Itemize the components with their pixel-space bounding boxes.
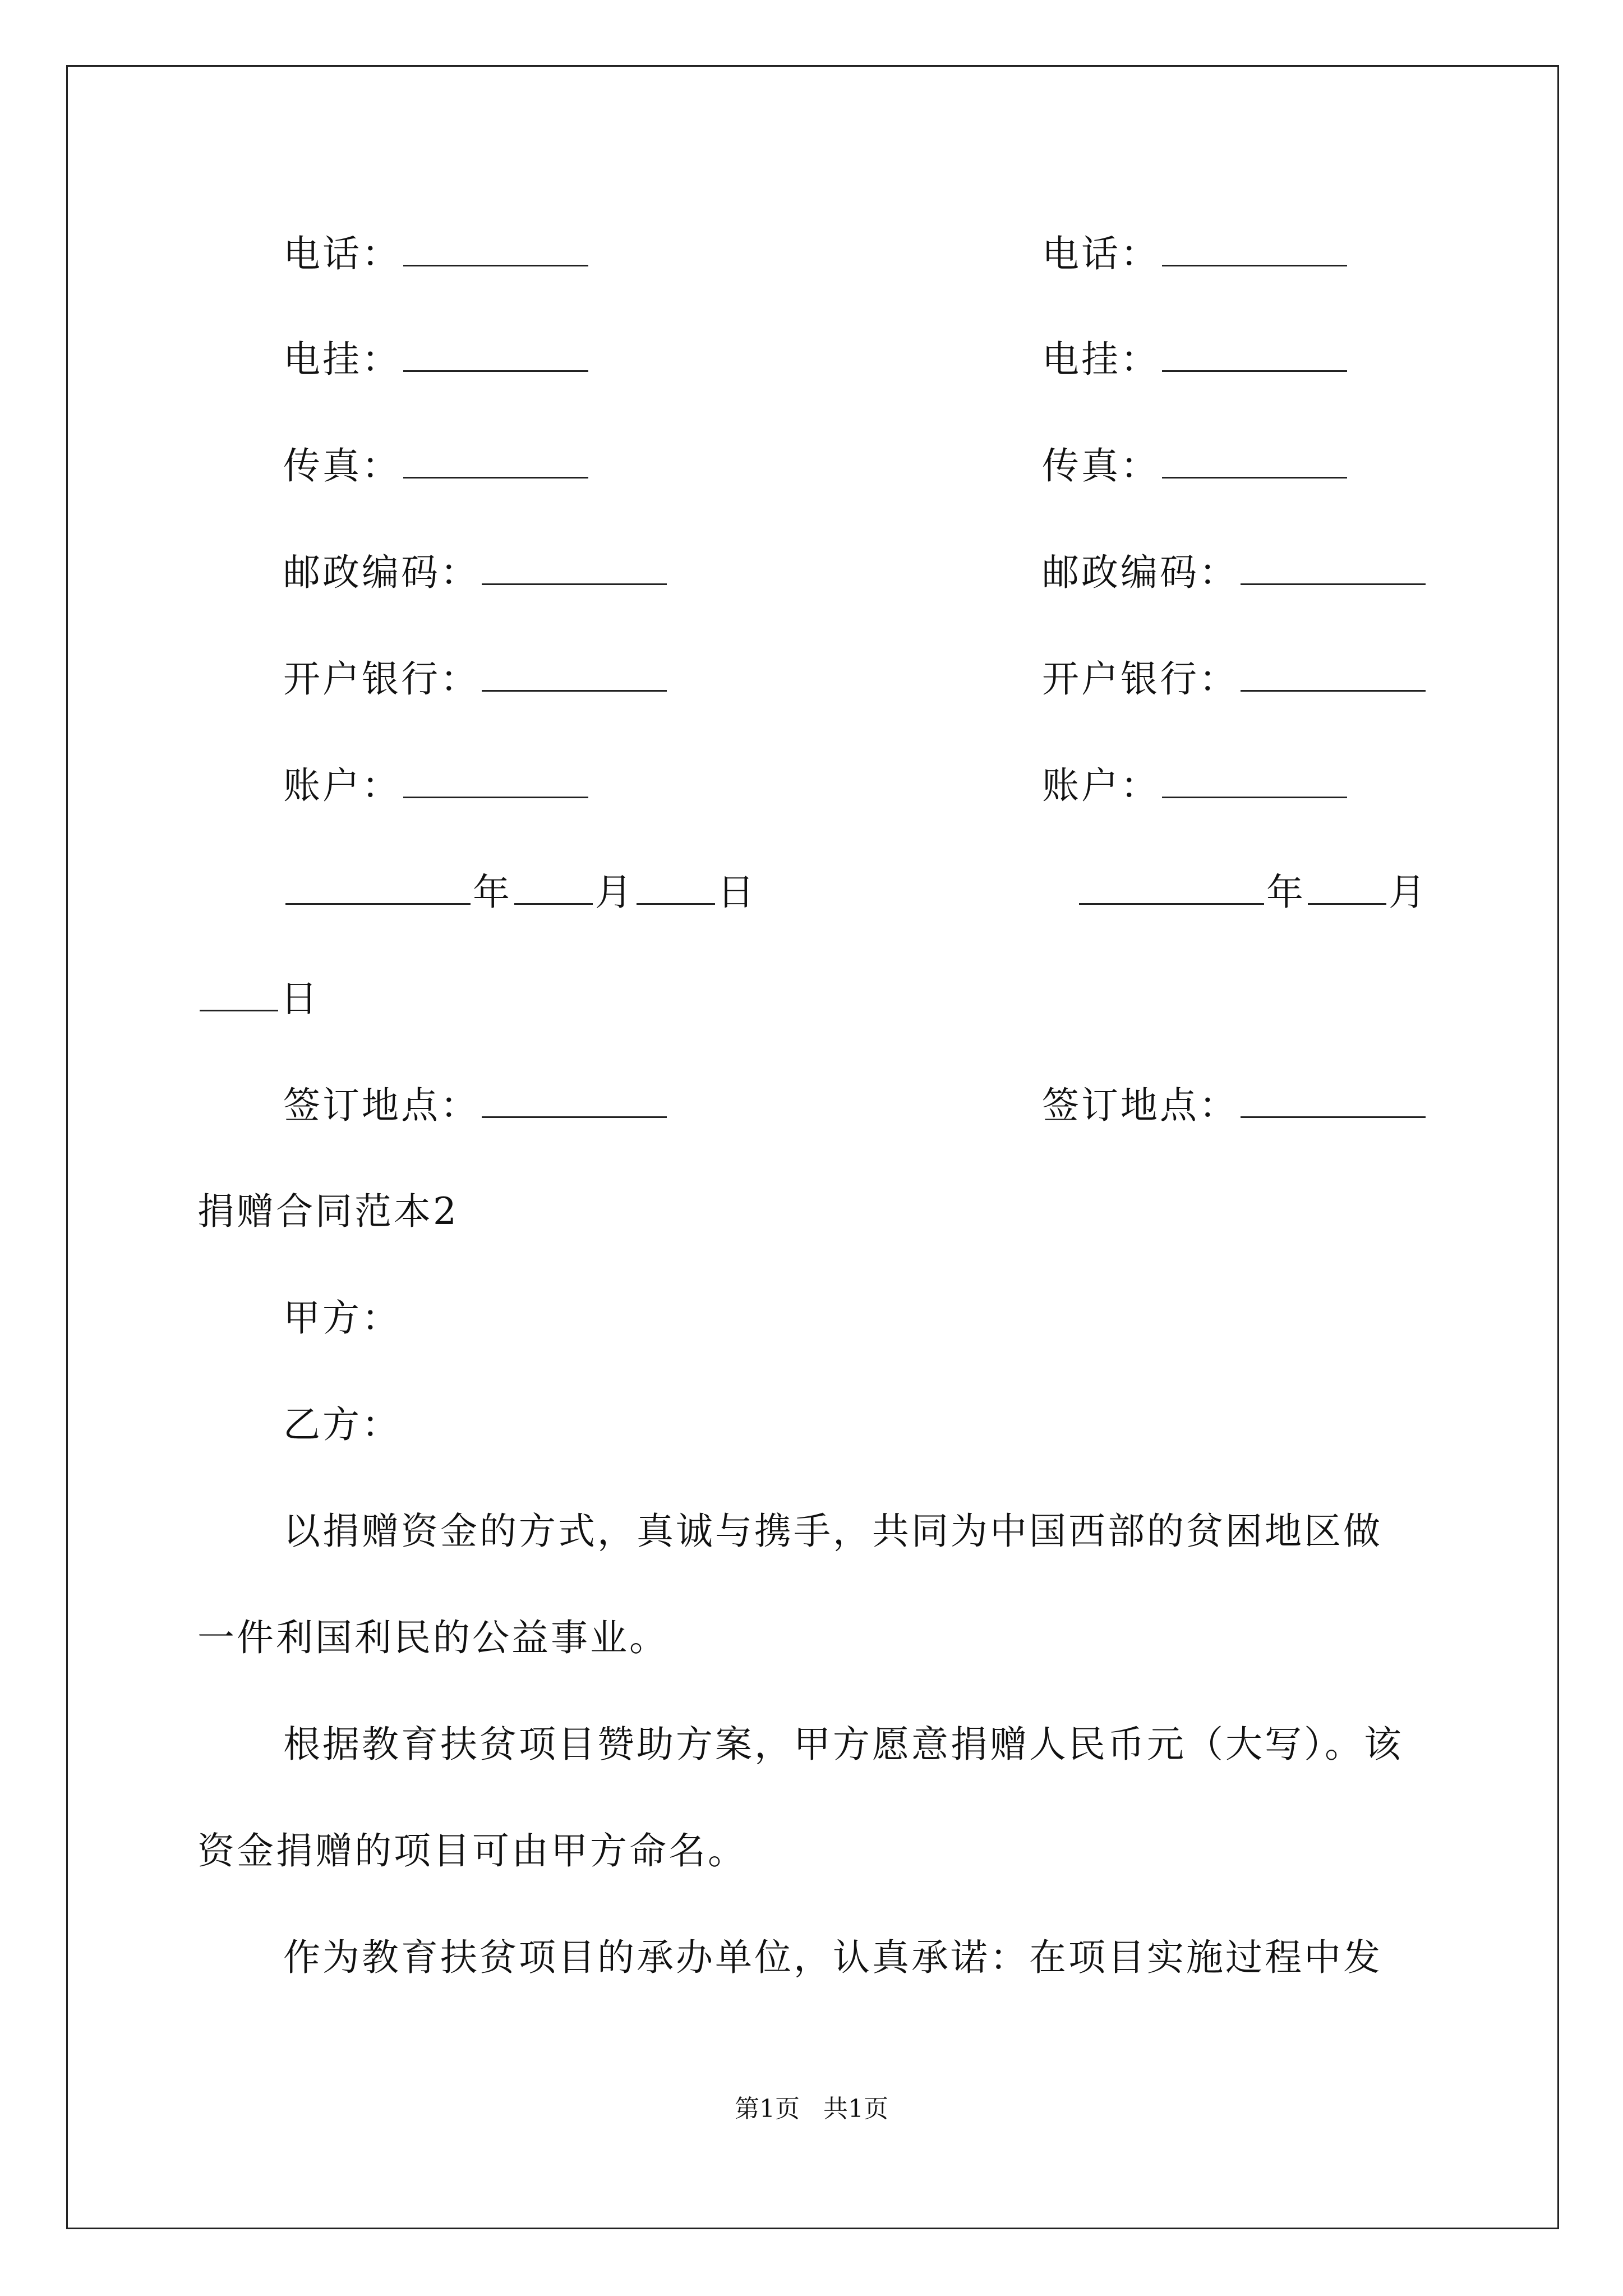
right-bank-blank — [1241, 656, 1426, 692]
right-month-label: 月 — [1389, 871, 1428, 914]
left-postcode-label: 邮政编码： — [283, 551, 479, 594]
right-fax-field — [1042, 443, 1349, 489]
left-day-label: 日 — [717, 871, 757, 914]
right-month-blank — [1308, 869, 1386, 905]
right-phone-blank — [1162, 231, 1347, 266]
right-year-label: 年 — [1266, 871, 1306, 914]
left-place-blank — [482, 1083, 667, 1118]
left-hang-label: 电挂： — [283, 338, 401, 381]
left-hang-blank — [403, 337, 588, 372]
right-hang-field — [1042, 337, 1349, 382]
right-year-blank — [1079, 869, 1264, 905]
left-year-blank — [285, 869, 471, 905]
left-postcode-field — [283, 550, 669, 595]
right-postcode-label: 邮政编码： — [1042, 551, 1238, 594]
right-day-label: 日 — [280, 977, 320, 1020]
left-month-label: 月 — [595, 871, 634, 914]
right-bank-field — [1042, 656, 1428, 702]
left-postcode-blank — [482, 550, 667, 585]
left-account-field — [283, 763, 591, 808]
left-phone-label: 电话： — [283, 232, 401, 275]
page-border — [66, 65, 1559, 2229]
left-date-field — [283, 869, 757, 915]
right-postcode-field — [1042, 550, 1428, 595]
right-phone-label: 电话： — [1042, 232, 1160, 275]
left-year-label: 年 — [473, 871, 512, 914]
right-place-field — [1042, 1083, 1428, 1128]
page-footer: 第1页 共1页 — [735, 2095, 888, 2123]
party-b-label: 乙方： — [283, 1403, 401, 1446]
right-account-label: 账户： — [1042, 764, 1160, 807]
left-phone-field — [283, 231, 591, 277]
left-hang-field — [283, 337, 591, 382]
left-bank-field — [283, 656, 669, 702]
left-phone-blank — [403, 231, 588, 266]
left-fax-label: 传真： — [283, 444, 401, 487]
paragraph-3-line-1: 作为教育扶贫项目的承办单位，认真承诺：在项目实施过程中发 — [283, 1936, 1382, 1979]
section-title: 捐赠合同范本2 — [197, 1190, 459, 1233]
right-hang-blank — [1162, 337, 1347, 372]
paragraph-1-line-2: 一件利国利民的公益事业。 — [197, 1616, 668, 1659]
left-month-blank — [514, 869, 593, 905]
left-account-blank — [403, 763, 588, 798]
right-account-blank — [1162, 763, 1347, 798]
paragraph-1-line-1: 以捐赠资金的方式，真诚与携手，共同为中国西部的贫困地区做 — [283, 1510, 1382, 1553]
paragraph-2-line-2: 资金捐赠的项目可由甲方命名。 — [197, 1829, 747, 1872]
right-fax-label: 传真： — [1042, 444, 1160, 487]
left-place-label: 签订地点： — [283, 1084, 479, 1127]
right-place-blank — [1241, 1083, 1426, 1118]
right-date-field — [1077, 869, 1428, 915]
party-a-label: 甲方： — [283, 1296, 401, 1340]
right-account-field — [1042, 763, 1349, 808]
right-fax-blank — [1162, 443, 1347, 478]
left-fax-field — [283, 443, 591, 489]
left-bank-blank — [482, 656, 667, 692]
left-fax-blank — [403, 443, 588, 478]
right-date-day-wrap — [197, 976, 320, 1022]
left-bank-label: 开户银行： — [283, 657, 479, 701]
right-postcode-blank — [1241, 550, 1426, 585]
left-day-blank — [637, 869, 715, 905]
paragraph-2-line-1: 根据教育扶贫项目赞助方案，甲方愿意捐赠人民币元（大写）。该 — [283, 1723, 1403, 1766]
right-place-label: 签订地点： — [1042, 1084, 1238, 1127]
right-phone-field — [1042, 231, 1349, 277]
right-hang-label: 电挂： — [1042, 338, 1160, 381]
left-account-label: 账户： — [283, 764, 401, 807]
left-place-field — [283, 1083, 669, 1128]
right-bank-label: 开户银行： — [1042, 657, 1238, 701]
right-day-blank — [200, 976, 278, 1011]
